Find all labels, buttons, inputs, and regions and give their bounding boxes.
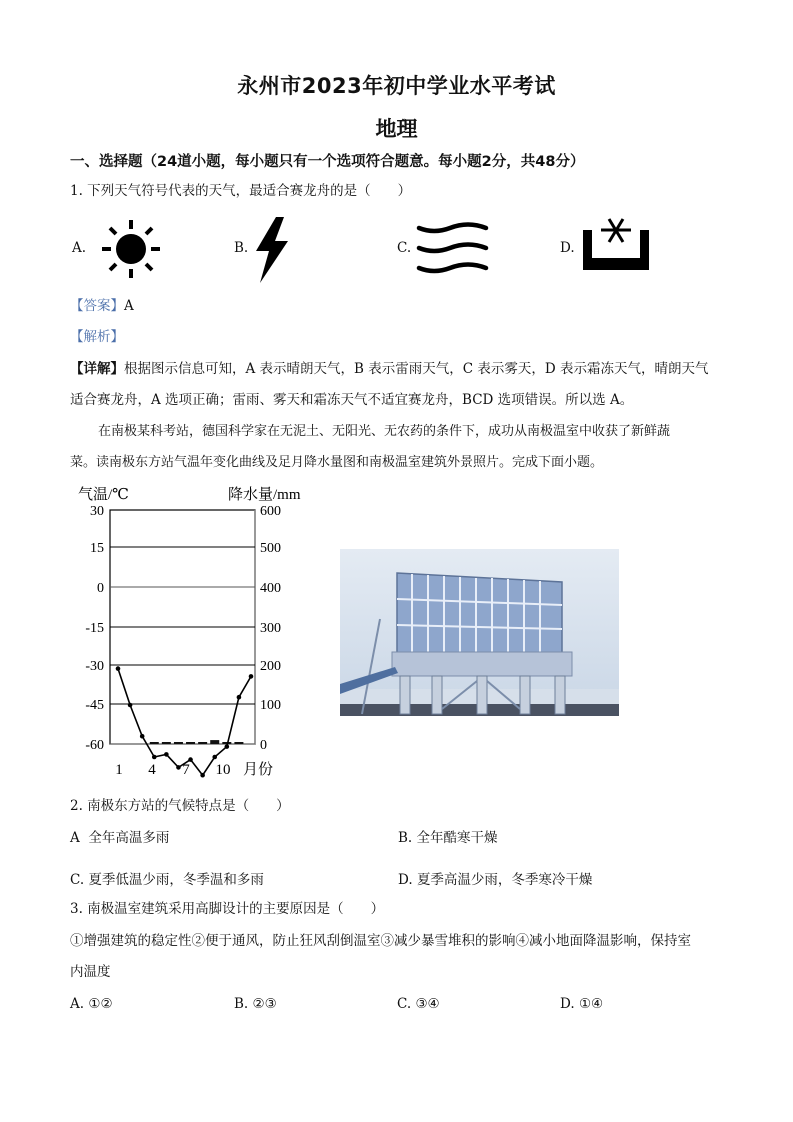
option-text: ③④ bbox=[415, 996, 440, 1012]
svg-text:15: 15 bbox=[90, 541, 104, 556]
left-axis-ticks bbox=[85, 504, 104, 753]
exam-title: 永州市2023年初中学业水平考试 bbox=[237, 74, 556, 98]
temperature-line bbox=[118, 669, 251, 776]
q1-answer-row bbox=[70, 296, 134, 316]
q2-stem: 2. 南极东方站的气候特点是（ ） bbox=[70, 798, 290, 814]
svg-text:500: 500 bbox=[260, 541, 281, 556]
right-axis-ticks bbox=[260, 504, 281, 753]
svg-text:30: 30 bbox=[90, 504, 104, 519]
option-text: ①④ bbox=[578, 996, 604, 1012]
svg-text:0: 0 bbox=[97, 581, 104, 596]
right-axis-label: 降水量/mm bbox=[228, 487, 301, 503]
option-text: ①② bbox=[88, 996, 113, 1012]
q3-stem: 3. 南极温室建筑采用高脚设计的主要原因是（ ） bbox=[70, 901, 385, 917]
section-heading: 一、选择题（24道小题，每小题只有一个选项符合题意。每小题2分，共48分） bbox=[70, 154, 585, 170]
option-text: 全年高温多雨 bbox=[88, 830, 170, 846]
svg-text:200: 200 bbox=[260, 659, 281, 674]
svg-text:-15: -15 bbox=[85, 621, 104, 636]
option-label: B. bbox=[398, 830, 413, 846]
svg-text:7: 7 bbox=[182, 762, 190, 778]
option-label: A. bbox=[70, 996, 85, 1012]
lightning-icon bbox=[254, 217, 290, 283]
svg-text:-30: -30 bbox=[85, 659, 104, 674]
option-label: D. bbox=[560, 996, 575, 1012]
svg-text:-60: -60 bbox=[85, 738, 104, 753]
q1-stem: 1. 下列天气符号代表的天气，最适合赛龙舟的是（ ） bbox=[70, 183, 412, 199]
q3-option-a[interactable] bbox=[70, 994, 113, 1014]
option-label: A bbox=[70, 830, 80, 846]
svg-text:600: 600 bbox=[260, 504, 281, 519]
x-axis-label: 月份 bbox=[243, 762, 274, 778]
answer-value: A bbox=[124, 298, 134, 314]
option-label: D. bbox=[398, 872, 413, 888]
svg-text:300: 300 bbox=[260, 621, 281, 636]
greenhouse-photo bbox=[340, 549, 619, 716]
q3-statements-line1: ①增强建筑的稳定性②便于通风，防止狂风刮倒温室③减少暴雪堆积的影响④减小地面降温影响，保持室 bbox=[70, 933, 691, 949]
greenhouse-illustration bbox=[340, 549, 619, 716]
svg-text:1: 1 bbox=[115, 762, 123, 778]
detail-text: 根据图示信息可知，A 表示晴朗天气，B 表示雷雨天气，C 表示雾天，D 表示霜冻天气，晴朗天气 bbox=[124, 361, 709, 377]
q3-option-b[interactable] bbox=[234, 994, 277, 1014]
sun-icon bbox=[100, 218, 162, 280]
subject-title: 地理 bbox=[375, 117, 418, 141]
svg-text:4: 4 bbox=[148, 762, 156, 778]
analysis-tag: 【解析】 bbox=[70, 329, 124, 345]
svg-text:100: 100 bbox=[260, 698, 281, 713]
option-label: B. bbox=[234, 996, 249, 1012]
option-text: 全年酷寒干燥 bbox=[416, 830, 498, 846]
option-text: ②③ bbox=[252, 996, 277, 1012]
svg-text:0: 0 bbox=[260, 738, 267, 753]
q2-option-d[interactable] bbox=[398, 870, 592, 890]
passage-line2: 菜。读南极东方站气温年变化曲线及足月降水量图和南极温室建筑外景照片。完成下面小题。 bbox=[70, 455, 604, 470]
q1-option-c-label: C. bbox=[397, 240, 412, 256]
q1-option-d-label: D. bbox=[560, 240, 575, 256]
q3-option-c[interactable] bbox=[397, 994, 440, 1014]
q1-detail-line1 bbox=[70, 359, 709, 379]
q3-option-d[interactable] bbox=[560, 994, 603, 1014]
option-text: 夏季低温少雨，冬季温和多雨 bbox=[88, 872, 264, 888]
climate-chart bbox=[70, 480, 330, 780]
fog-icon bbox=[416, 218, 492, 276]
option-label: C. bbox=[70, 872, 85, 888]
q1-option-b-label: B. bbox=[234, 240, 249, 256]
q2-option-c[interactable] bbox=[70, 870, 264, 890]
svg-text:400: 400 bbox=[260, 581, 281, 596]
passage-line1: 在南极某科考站，德国科学家在无泥土、无阳光、无农药的条件下，成功从南极温室中收获了新鲜蔬 bbox=[98, 424, 671, 439]
detail-tag: 【详解】 bbox=[70, 361, 124, 377]
option-label: C. bbox=[397, 996, 412, 1012]
q2-option-b[interactable] bbox=[398, 828, 498, 848]
frost-icon bbox=[583, 218, 649, 270]
q1-option-a-label: A. bbox=[72, 240, 87, 256]
option-text: 夏季高温少雨，冬季寒冷干燥 bbox=[416, 872, 593, 888]
q2-option-a[interactable] bbox=[70, 828, 169, 848]
q1-detail-line2: 适合赛龙舟，A 选项正确；雷雨、雾天和霜冻天气不适宜赛龙舟，BCD 选项错误。所以选 A。 bbox=[70, 392, 634, 408]
svg-text:10: 10 bbox=[215, 762, 231, 778]
svg-text:-45: -45 bbox=[85, 698, 104, 713]
x-axis-ticks bbox=[115, 762, 230, 778]
q3-statements-line2: 内温度 bbox=[70, 964, 111, 980]
answer-tag: 【答案】 bbox=[70, 298, 124, 314]
left-axis-label: 气温/℃ bbox=[78, 487, 129, 503]
